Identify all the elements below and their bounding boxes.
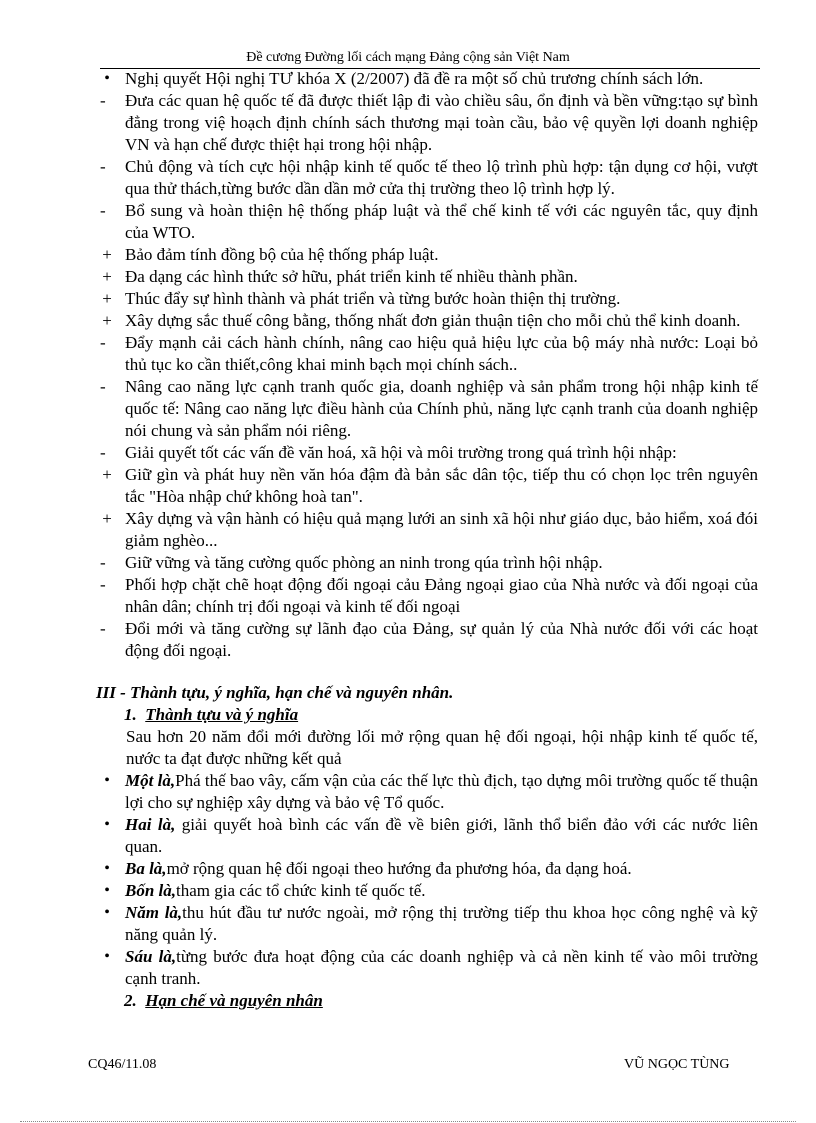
- achievement-lead: Sáu là,: [125, 947, 177, 966]
- list-item-text: Đa dạng các hình thức sở hữu, phát triển kinh tế nhiều thành phần.: [125, 267, 578, 286]
- list-item: [96, 508, 758, 552]
- plus-marker: +: [102, 509, 112, 528]
- list-item: [96, 90, 758, 156]
- subsection-title: Hạn chế và nguyên nhân: [145, 991, 323, 1010]
- dash-marker: -: [100, 333, 106, 352]
- bullet-marker: •: [104, 860, 110, 877]
- achievement-lead: Năm là,: [125, 903, 183, 922]
- list-item: [96, 310, 758, 332]
- list-item-text: Xây dựng sắc thuế công bằng, thống nhất đơn giản thuận tiện cho mỗi chủ thể kinh doanh.: [125, 311, 741, 330]
- list-item-text: Giải quyết tốt các vấn đề văn hoá, xã hội và môi trường trong quá trình hội nhập:: [125, 443, 677, 462]
- achievement-item: [96, 858, 758, 880]
- achievement-text: tham gia các tổ chức kinh tế quốc tế.: [176, 881, 426, 900]
- list-item: [96, 332, 758, 376]
- footer-code: CQ46/11.08: [88, 1057, 157, 1072]
- dash-marker: -: [100, 575, 106, 594]
- dash-marker: -: [100, 157, 106, 176]
- list-item: [96, 266, 758, 288]
- list-item: [96, 68, 758, 90]
- page-header: Đề cương Đường lối cách mạng Đảng cộng sản Việt Nam: [246, 50, 570, 65]
- plus-marker: +: [102, 245, 112, 264]
- list-item-text: Chủ động và tích cực hội nhập kinh tế quốc tế theo lộ trình phù hợp: tận dụng cơ hội, vượt qua thử thách,từng bước dần dần mở cửa thị trường theo lộ trình hợp lý.: [125, 157, 758, 198]
- subsection-number: 1.: [124, 705, 137, 724]
- achievement-item: [96, 770, 758, 814]
- list-item-text: Bổ sung và hoàn thiện hệ thống pháp luật và thể chế kinh tế với các nguyên tắc, quy định của WTO.: [125, 201, 758, 242]
- list-item-text: Nâng cao năng lực cạnh tranh quốc gia, doanh nghiệp và sản phẩm trong hội nhập kinh tế quốc tế: Nâng cao năng lực điều hành của Chính phủ, năng lực cạnh tranh của doanh nghiệp nói chung và sản phẩm nói riêng.: [125, 377, 758, 440]
- document-body: [96, 68, 758, 1012]
- achievement-lead: Hai là,: [125, 815, 176, 834]
- achievement-item: [96, 880, 758, 902]
- plus-marker: +: [102, 267, 112, 286]
- list-item: [96, 376, 758, 442]
- bullet-marker: •: [104, 816, 110, 833]
- dash-marker: -: [100, 91, 106, 110]
- list-item-text: Giữ gìn và phát huy nền văn hóa đậm đà bản sắc dân tộc, tiếp thu có chọn lọc trên nguyên tắc "Hòa nhập chứ không hoà tan".: [125, 465, 758, 506]
- footer-author: VŨ NGỌC TÙNG: [624, 1057, 730, 1072]
- achievement-lead: Một là,: [125, 771, 176, 790]
- achievement-item: [96, 902, 758, 946]
- list-item: [96, 574, 758, 618]
- list-item-text: Đưa các quan hệ quốc tế đã được thiết lập đi vào chiều sâu, ổn định và bền vững:tạo sự bình đẳng trong việ hoạch định chính sách thương mại toàn cầu, bảo vệ quyền lợi doanh nghiệp VN và hạn chế được thiệt hại trong hội nhập.: [125, 91, 758, 154]
- list-item: [96, 552, 758, 574]
- section-heading: III - Thành tựu, ý nghĩa, hạn chế và nguyên nhân.: [96, 683, 454, 702]
- policy-list: [96, 68, 758, 662]
- dash-marker: -: [100, 443, 106, 462]
- achievement-text: Phá thế bao vây, cấm vận của các thế lực thù địch, tạo dựng môi trường quốc tế thuận lợi cho sự nghiệp xây dựng và bảo vệ Tổ quốc.: [125, 771, 759, 812]
- bullet-marker: •: [104, 948, 110, 965]
- achievement-lead: Bốn là,: [125, 881, 177, 900]
- bullet-marker: •: [104, 904, 110, 921]
- bullet-marker: •: [104, 70, 110, 87]
- subsection-number: 2.: [124, 991, 137, 1010]
- bullet-marker: •: [104, 882, 110, 899]
- subsection-title: Thành tựu và ý nghĩa: [145, 705, 299, 724]
- list-item: [96, 288, 758, 310]
- list-item-text: Phối hợp chặt chẽ hoạt động đối ngoại cảu Đảng ngoại giao của Nhà nước và đối ngoại của nhân dân; chính trị đối ngoại và kinh tế đối ngoại: [125, 575, 758, 616]
- list-item: [96, 156, 758, 200]
- achievement-text: giải quyết hoà bình các vấn đề về biên giới, lãnh thổ biển đảo với các nước liên quan.: [125, 815, 759, 856]
- list-item-text: Đẩy mạnh cải cách hành chính, nâng cao hiệu quả hiệu lực của bộ máy nhà nước: Loại bỏ thủ tục ko cần thiết,công khai minh bạch mọi chính sách..: [125, 333, 758, 374]
- plus-marker: +: [102, 289, 112, 308]
- list-item: [96, 618, 758, 662]
- dash-marker: -: [100, 619, 106, 638]
- list-item: [96, 464, 758, 508]
- plus-marker: +: [102, 311, 112, 330]
- list-item: [96, 442, 758, 464]
- dash-marker: -: [100, 201, 106, 220]
- achievement-text: mở rộng quan hệ đối ngoại theo hướng đa phương hóa, đa dạng hoá.: [166, 859, 632, 878]
- list-item-text: Giữ vững và tăng cường quốc phòng an ninh trong qúa trình hội nhập.: [125, 553, 603, 572]
- bullet-marker: •: [104, 772, 110, 789]
- achievement-lead: Ba là,: [125, 859, 167, 878]
- achievement-text: thu hút đầu tư nước ngoài, mở rộng thị trường tiếp thu khoa học công nghệ và kỹ năng quản lý.: [125, 903, 758, 944]
- dash-marker: -: [100, 377, 106, 396]
- plus-marker: +: [102, 465, 112, 484]
- list-item-text: Đổi mới và tăng cường sự lãnh đạo của Đảng, sự quản lý của Nhà nước đối với các hoạt động đối ngoại.: [125, 619, 758, 660]
- achievement-item: [96, 946, 758, 990]
- page-bottom-border: [20, 1121, 796, 1122]
- achievement-item: [96, 814, 758, 858]
- dash-marker: -: [100, 553, 106, 572]
- list-item: [96, 200, 758, 244]
- list-item-text: Xây dựng và vận hành có hiệu quả mạng lưới an sinh xã hội như giáo dục, bảo hiểm, xoá đói giảm nghèo...: [125, 509, 758, 550]
- achievements-list: [96, 770, 758, 990]
- list-item: [96, 244, 758, 266]
- list-item-text: Thúc đẩy sự hình thành và phát triển và từng bước hoàn thiện thị trường.: [125, 289, 621, 308]
- list-item-text: Bảo đảm tính đồng bộ của hệ thống pháp luật.: [125, 245, 439, 264]
- list-item-text: Nghị quyết Hội nghị TƯ khóa X (2/2007) đã đề ra một số chủ trương chính sách lớn.: [125, 69, 704, 88]
- achievement-text: từng bước đưa hoạt động của các doanh nghiệp và cả nền kinh tế vào môi trường cạnh tranh.: [125, 947, 758, 988]
- subsection-heading-2: [96, 990, 758, 1012]
- subsection-heading-1: [96, 704, 758, 726]
- intro-paragraph: Sau hơn 20 năm đổi mới đường lối mở rộng quan hệ đối ngoại, hội nhập kinh tế quốc tế, nước ta đạt được những kết quả: [126, 727, 758, 768]
